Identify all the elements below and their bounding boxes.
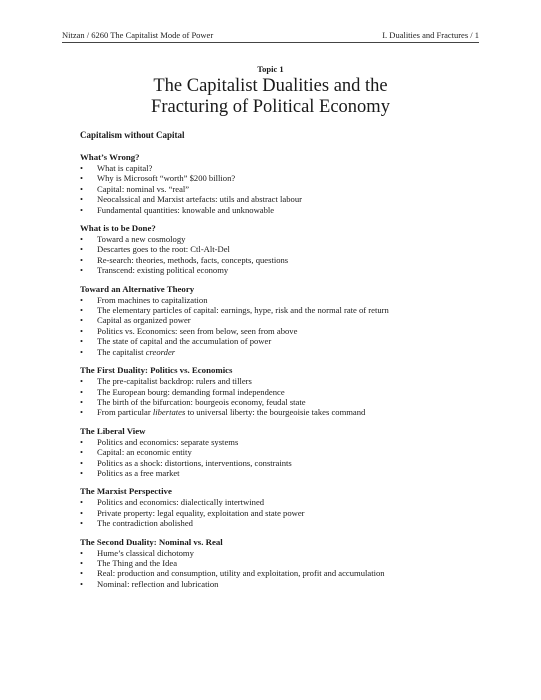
item-text: Capital: an economic entity [97, 447, 192, 458]
bullet-icon: • [80, 547, 84, 558]
bullet-icon: • [80, 183, 84, 194]
item-text: Transcend: existing political economy [97, 265, 229, 276]
outline-section [80, 486, 500, 528]
section-heading: The Marxist Perspective [80, 486, 172, 497]
section-list [80, 152, 500, 589]
list-item [80, 579, 500, 589]
section-heading: What’s Wrong? [80, 152, 140, 162]
item-text: Fundamental quantities: knowable and unknowable [97, 204, 275, 215]
item-text: The contradiction abolished [97, 518, 193, 529]
bullet-icon: • [80, 336, 84, 347]
item-text: The pre-capitalist backdrop: rulers and tillers [97, 376, 252, 387]
section-heading: The Liberal View [80, 425, 146, 436]
list-item [80, 265, 500, 275]
item-text: The state of capital and the accumulation of power [97, 336, 272, 347]
bullet-list [80, 548, 500, 590]
bullet-icon: • [80, 194, 84, 205]
bullet-icon: • [80, 305, 84, 316]
item-text: What is capital? [97, 163, 153, 173]
item-text: Neocalssical and Marxist artefacts: utils and abstract labour [97, 194, 302, 205]
bullet-icon: • [80, 294, 84, 305]
list-item [80, 173, 500, 183]
section-heading: What is to be Done? [80, 223, 156, 234]
italic-term: creorder [145, 346, 176, 357]
bullet-icon: • [80, 407, 84, 418]
bullet-icon: • [80, 204, 84, 215]
item-text: The Thing and the Idea [97, 557, 178, 568]
item-text: The birth of the bifurcation: bourgeois economy, feudal state [97, 396, 306, 407]
bullet-list [80, 376, 500, 418]
item-text: Nominal: reflection and lubrication [97, 578, 219, 589]
list-item [80, 336, 500, 346]
outline-section [80, 284, 500, 357]
bullet-icon: • [80, 436, 84, 447]
list-item [80, 468, 500, 478]
bullet-icon: • [80, 507, 84, 518]
bullet-icon: • [80, 467, 84, 478]
outline-section [80, 365, 500, 418]
list-item [80, 234, 500, 244]
list-item [80, 315, 500, 325]
list-item [80, 568, 500, 578]
bullet-icon: • [80, 578, 84, 589]
outline-section [80, 537, 500, 590]
item-text: to universal liberty: the bourgeoisie takes command [185, 407, 366, 418]
italic-term: libertates [152, 407, 186, 418]
bullet-icon: • [80, 497, 84, 508]
bullet-icon: • [80, 386, 84, 397]
list-item [80, 376, 500, 386]
list-item [80, 458, 500, 468]
list-item [80, 205, 500, 215]
list-item [80, 407, 500, 417]
outline-content [80, 130, 500, 597]
bullet-icon: • [80, 234, 84, 245]
bullet-icon: • [80, 346, 84, 357]
bullet-icon: • [80, 315, 84, 326]
item-text: The elementary particles of capital: earnings, hype, risk and the normal rate of return [97, 305, 389, 316]
bullet-list [80, 163, 500, 215]
item-text: From particular [97, 407, 153, 418]
item-text: From machines to capitalization [97, 294, 208, 305]
bullet-icon: • [80, 457, 84, 468]
bullet-list [80, 497, 500, 528]
section-heading: The Second Duality: Nominal vs. Real [80, 536, 223, 547]
list-item [80, 497, 500, 507]
item-text: Re-search: theories, methods, facts, concepts, questions [97, 254, 289, 265]
bullet-icon: • [80, 254, 84, 265]
document-title [0, 76, 541, 118]
bullet-icon: • [80, 518, 84, 529]
item-text: Why is Microsoft “worth” $200 billion? [97, 173, 236, 184]
item-text: Real: production and consumption, utility and exploitation, profit and accumulation [97, 568, 385, 579]
item-text: Private property: legal equality, exploitation and state power [97, 507, 305, 518]
topic-label: Topic 1 [257, 64, 284, 74]
item-text: Politics as a shock: distortions, interventions, constraints [97, 457, 292, 468]
list-item [80, 184, 500, 194]
list-item [80, 244, 500, 254]
item-text: Hume’s classical dichotomy [97, 547, 194, 558]
bullet-icon: • [80, 173, 84, 184]
item-text: Descartes goes to the root: Ctl-Alt-Del [97, 244, 230, 255]
main-section-heading: Capitalism without Capital [80, 130, 185, 140]
item-text: Capital: nominal vs. “real” [97, 183, 190, 194]
list-item [80, 255, 500, 265]
outline-section [80, 426, 500, 479]
item-text: The European bourg: demanding formal independence [97, 386, 285, 397]
list-item [80, 447, 500, 457]
item-text: Toward a new cosmology [97, 234, 186, 245]
bullet-icon: • [80, 568, 84, 579]
bullet-icon: • [80, 325, 84, 336]
outline-section [80, 223, 500, 276]
list-item [80, 518, 500, 528]
title-line-1: The Capitalist Dualities and the [153, 76, 388, 96]
item-text: Politics vs. Economics: seen from below, seen from above [97, 325, 298, 336]
list-item [80, 387, 500, 397]
list-item [80, 347, 500, 357]
list-item [80, 437, 500, 447]
list-item [80, 163, 500, 173]
bullet-list [80, 437, 500, 479]
list-item [80, 305, 500, 315]
section-heading: The First Duality: Politics vs. Economics [80, 365, 233, 376]
list-item [80, 508, 500, 518]
bullet-list [80, 295, 500, 357]
bullet-icon: • [80, 265, 84, 276]
list-item [80, 326, 500, 336]
list-item [80, 194, 500, 204]
header-page-number: I. Dualities and Fractures / 1 [382, 30, 479, 40]
list-item [80, 558, 500, 568]
item-text: Politics as a free market [97, 467, 180, 478]
bullet-icon: • [80, 447, 84, 458]
bullet-icon: • [80, 557, 84, 568]
bullet-icon: • [80, 396, 84, 407]
header-course: Nitzan / 6260 The Capitalist Mode of Power [62, 30, 214, 40]
list-item [80, 548, 500, 558]
title-line-2: Fracturing of Political Economy [151, 97, 390, 117]
list-item [80, 295, 500, 305]
bullet-icon: • [80, 163, 84, 173]
page-header [62, 30, 479, 43]
bullet-icon: • [80, 376, 84, 387]
item-text: Capital as organized power [97, 315, 191, 326]
bullet-icon: • [80, 244, 84, 255]
item-text: The capitalist [97, 346, 146, 357]
list-item [80, 397, 500, 407]
title-block [0, 64, 541, 118]
bullet-list [80, 234, 500, 276]
item-text: Politics and economics: separate systems [97, 436, 239, 447]
outline-section [80, 152, 500, 215]
item-text: Politics and economics: dialectically intertwined [97, 497, 265, 508]
section-heading: Toward an Alternative Theory [80, 283, 195, 294]
